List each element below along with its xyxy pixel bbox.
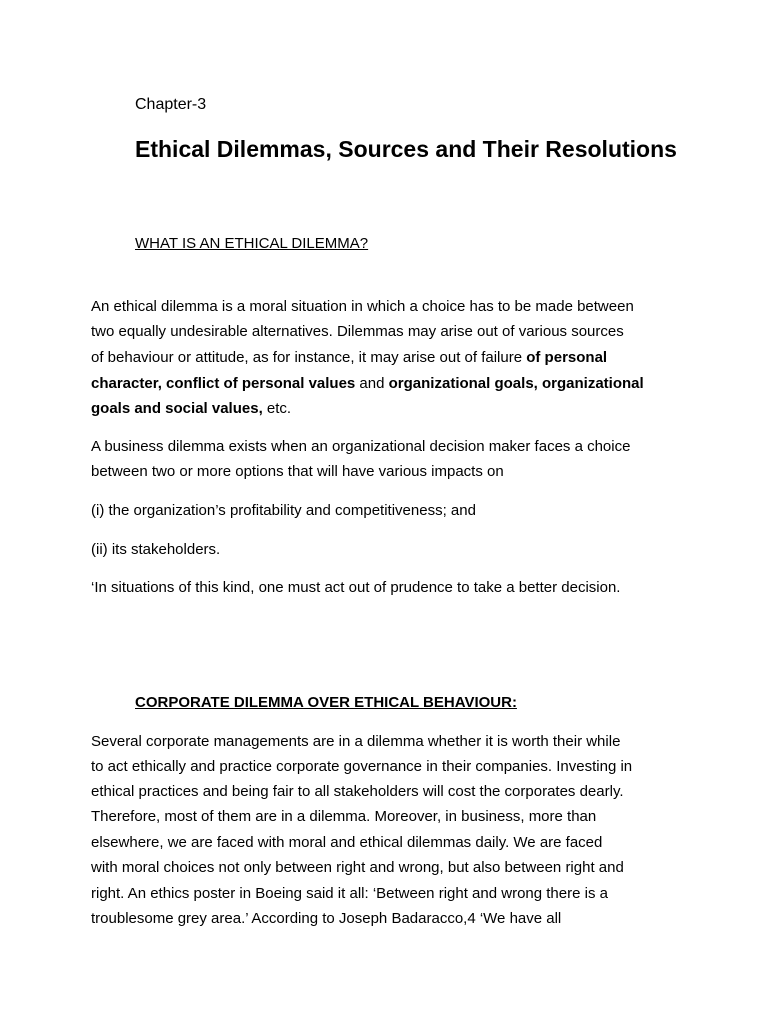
- bold-text-run: goals and social values,: [91, 400, 263, 417]
- section-heading-ethical-dilemma: WHAT IS AN ETHICAL DILEMMA?: [135, 235, 369, 252]
- text-run: of behaviour or attitude, as for instance, it may arise out of failure: [91, 349, 527, 366]
- paragraph-line: [91, 348, 607, 368]
- paragraph-line: with moral choices not only between right and wrong, but also between right and: [91, 859, 624, 876]
- paragraph-line: [91, 399, 291, 419]
- paragraph-line: right. An ethics poster in Boeing said it all: ‘Between right and wrong there is a: [91, 885, 608, 902]
- bold-text-run: character, conflict of personal values: [91, 375, 356, 392]
- paragraph-line: two equally undesirable alternatives. Dilemmas may arise out of various sources: [91, 323, 624, 340]
- paragraph-line: to act ethically and practice corporate governance in their companies. Investing in: [91, 758, 633, 775]
- text-run: etc.: [262, 400, 292, 417]
- page-title: Ethical Dilemmas, Sources and Their Resolutions: [135, 136, 677, 162]
- paragraph-line: ‘In situations of this kind, one must act out of prudence to take a better decision.: [91, 579, 621, 596]
- paragraph-line: elsewhere, we are faced with moral and ethical dilemmas daily. We are faced: [91, 834, 603, 851]
- chapter-label: Chapter-3: [135, 96, 207, 113]
- paragraph-line: [91, 374, 644, 394]
- list-item: (ii) its stakeholders.: [91, 541, 221, 558]
- list-item: (i) the organization’s profitability and competitiveness; and: [91, 502, 476, 519]
- paragraph-line: A business dilemma exists when an organizational decision maker faces a choice: [91, 438, 631, 455]
- text-run: and: [355, 375, 389, 392]
- paragraph-line: between two or more options that will have various impacts on: [91, 463, 504, 480]
- paragraph-line: An ethical dilemma is a moral situation in which a choice has to be made between: [91, 298, 634, 315]
- paragraph-line: ethical practices and being fair to all stakeholders will cost the corporates dearly.: [91, 783, 624, 800]
- paragraph-line: Therefore, most of them are in a dilemma. Moreover, in business, more than: [91, 808, 597, 825]
- bold-text-run: organizational goals, organizational: [388, 375, 644, 392]
- paragraph-line: troublesome grey area.’ According to Joseph Badaracco,4 ‘We have all: [91, 910, 562, 927]
- bold-text-run: of personal: [526, 349, 608, 366]
- section-heading-corporate-dilemma: CORPORATE DILEMMA OVER ETHICAL BEHAVIOUR:: [135, 694, 517, 711]
- paragraph-line: Several corporate managements are in a dilemma whether it is worth their while: [91, 733, 621, 750]
